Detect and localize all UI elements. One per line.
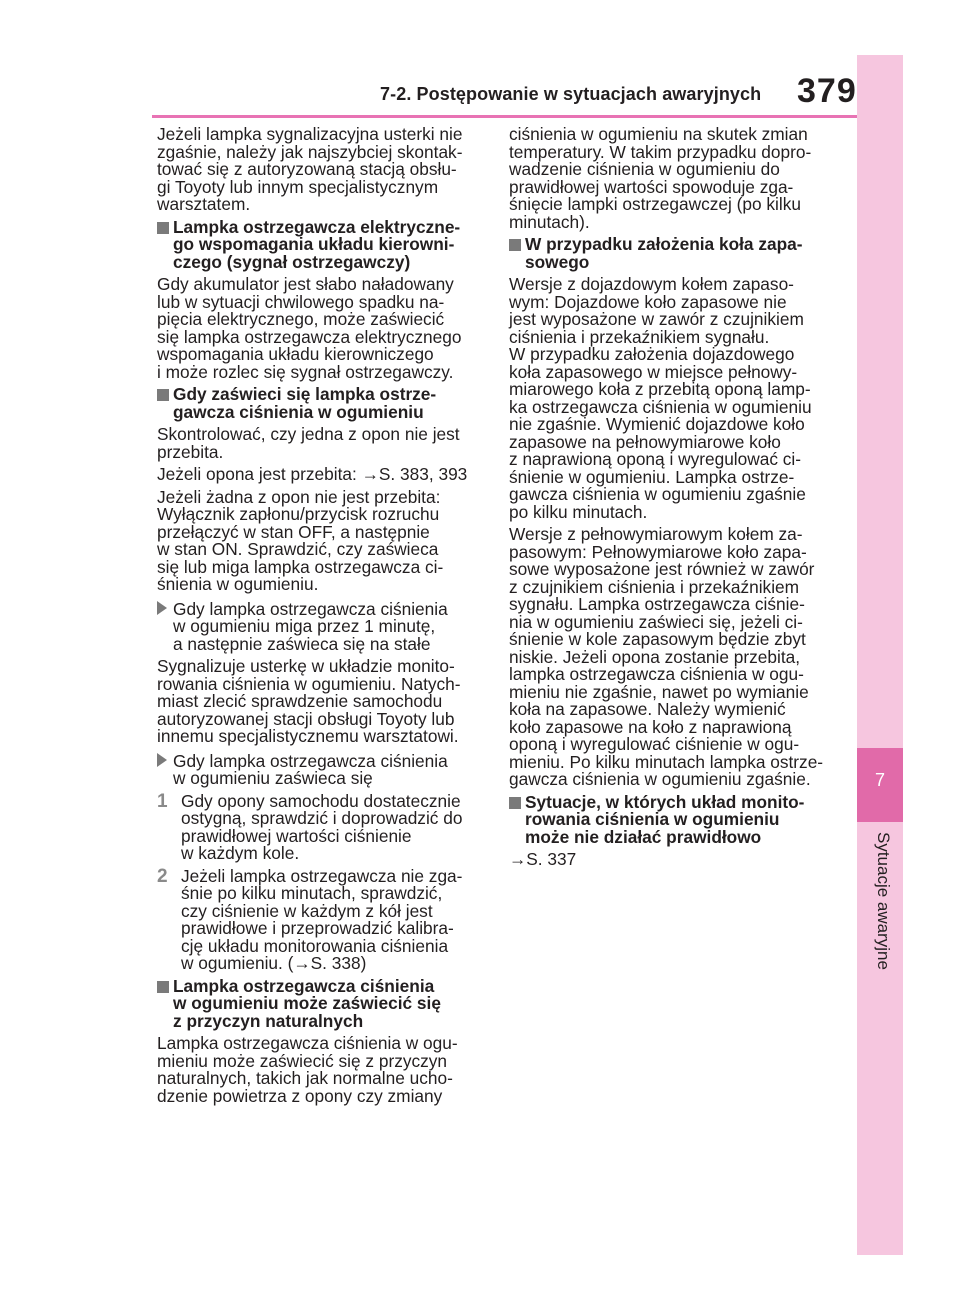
header-rule: [152, 115, 857, 118]
square-bullet-icon: [509, 239, 521, 251]
chapter-side-strip: [857, 55, 903, 1255]
paragraph: Skontrolować, czy jedna z opon nie jest przebita.: [157, 424, 460, 462]
square-bullet-icon: [157, 981, 169, 993]
intro-paragraph: Jeżeli lampka sygnalizacyjna usterki nie zgaśnie, należy jak najszybciej skontak- tować się z autoryzowaną stacją obsłu- gi Toyoty lub innym specjalistycznym warsztatem.: [157, 124, 463, 214]
section-title: 7-2. Postępowanie w sytuacjach awaryjnych: [380, 84, 762, 104]
bullet-text: Gdy lampka ostrzegawcza ciśnienia w ogumieniu zaświeca się: [173, 750, 448, 788]
square-bullet-icon: [509, 797, 521, 809]
section-heading: [157, 975, 487, 1031]
step-number: 1: [157, 790, 168, 812]
chapter-number: 7: [874, 770, 885, 790]
square-bullet-icon: [157, 389, 169, 401]
left-column: [157, 126, 487, 1110]
triangle-bullet-item: [157, 750, 487, 788]
bullet-text: Gdy lampka ostrzegawcza ciśnienia w ogumieniu miga przez 1 minutę, a następnie zaświeca się na stałe: [173, 598, 448, 654]
numbered-step: [157, 790, 487, 863]
paragraph: Gdy akumulator jest słabo naładowany lub w sytuacji chwilowego spadku na- pięcia elektrycznego, może zaświecić się lampka ostrzegawcza elektrycznego wspomagania układu kierowniczego i może rozlec się sygnał ostrzegawczy.: [157, 274, 462, 382]
square-bullet-icon: [157, 222, 169, 234]
heading-text: Gdy zaświeci się lampka ostrze- gawcza ciśnienia w ogumieniu: [173, 384, 437, 422]
paragraph: Jeżeli żadna z opon nie jest przebita: Wyłącznik zapłonu/przycisk rozruchu przełączyć w stan OFF, a następnie w stan ON. Sprawdzić, czy zaświeca się lub miga lampka ostrzegawcza ci- śnienia w ogumieniu.: [157, 486, 444, 594]
heading-text: Lampka ostrzegawcza elektryczne- go wspomagania układu kierowni- czego (sygnał ostrzegawczy): [173, 216, 461, 272]
paragraph: Wersje z dojazdowym kołem zapaso- wym: Dojazdowe koło zapasowe nie jest wyposażone w zawór z czujnikiem ciśnienia i przekaźnikiem sygnału. W przypadku założenia dojazdowego koła zapasowego w miejsce pełnowy- miarowego koła z przebitą oponą lamp- ka ostrzegawcza ciśnienia w ogumieniu nie zgaśnie. Wymienić dojazdowe koło zapasowe na pełnowymiarowe koło z naprawioną oponą i wyregulować ci- śnienie w ogumieniu. Lampka ostrze- gawcza ciśnienia w ogumieniu zgaśnie po kilku minutach.: [509, 274, 812, 522]
section-heading: [509, 791, 839, 847]
paragraph: ciśnienia w ogumieniu na skutek zmian temperatury. W takim przypadku dopro- wadzenie ciśnienia w ogumieniu do prawidłowej wartości spowoduje zga- śnięcie lampki ostrzegawczej (po kilku minutach).: [509, 124, 812, 232]
heading-text: Lampka ostrzegawcza ciśnienia w ogumieniu może zaświecić się z przyczyn naturalnych: [173, 975, 441, 1031]
paragraph: Wersje z pełnowymiarowym kołem za- pasowym: Pełnowymiarowe koło zapa- sowe wyposażone jest również w zawór z czujnikiem ciśnienia i przekaźnikiem sygnału. Lampka ostrzegawcza ciśnie- nia w ogumieniu zaświeci się, jeżeli ci- śnienie w kole zapasowym będzie zbyt niskie. Jeżeli opona zostanie przebita, lampka ostrzegawcza ciśnienia w ogu- mieniu nie zgaśnie, nawet po wymianie koła na zapasowe. Należy wymienić koło zapasowe na koło z naprawioną oponą i wyregulować ciśnienie w ogu- mieniu. Po kilku minutach lampka ostrze- gawcza ciśnienia w ogumieniu zgaśnie.: [509, 524, 824, 789]
page-reference[interactable]: →S. 337: [509, 849, 577, 869]
page-number: 379: [797, 72, 857, 110]
triangle-bullet-icon: [157, 753, 167, 767]
step-text: Jeżeli lampka ostrzegawcza nie zga- śnie po kilku minutach, sprawdzić, czy ciśnienie w każdym z kół jest prawidłowe i przeprowadzić kalibra- cję układu monitorowania ciśnienia w ogumieniu. (→S. 338): [181, 865, 463, 973]
page-reference[interactable]: Jeżeli opona jest przebita: →S. 383, 393: [157, 464, 468, 484]
section-heading: [157, 216, 487, 272]
triangle-bullet-icon: [157, 601, 167, 615]
section-heading: [509, 236, 839, 271]
paragraph: Lampka ostrzegawcza ciśnienia w ogu- mieniu może zaświecić się z przyczyn naturalnych, takich jak normalne ucho- dzenie powietrza z opony czy zmiany: [157, 1033, 458, 1106]
paragraph: Sygnalizuje usterkę w układzie monito- rowania ciśnienia w ogumieniu. Natych- miast zlecić sprawdzenie samochodu autoryzowanej stacji obsługi Toyoty lub innemu specjalistycznemu warsztatowi.: [157, 656, 461, 746]
chapter-label: Sytuacje awaryjne: [874, 832, 893, 970]
step-text: Gdy opony samochodu dostatecznie ostygną, sprawdzić i doprowadzić do prawidłowej wartości ciśnienie w każdym kole.: [181, 790, 463, 863]
step-number: 2: [157, 865, 168, 887]
heading-text: W przypadku założenia koła zapa- sowego: [525, 234, 803, 272]
right-column: [509, 126, 839, 874]
section-heading: [157, 386, 487, 421]
heading-text: Sytuacje, w których układ monito- rowania ciśnienia w ogumieniu może nie działać prawidłowo: [525, 791, 805, 847]
numbered-step: [157, 865, 487, 973]
triangle-bullet-item: [157, 598, 487, 654]
